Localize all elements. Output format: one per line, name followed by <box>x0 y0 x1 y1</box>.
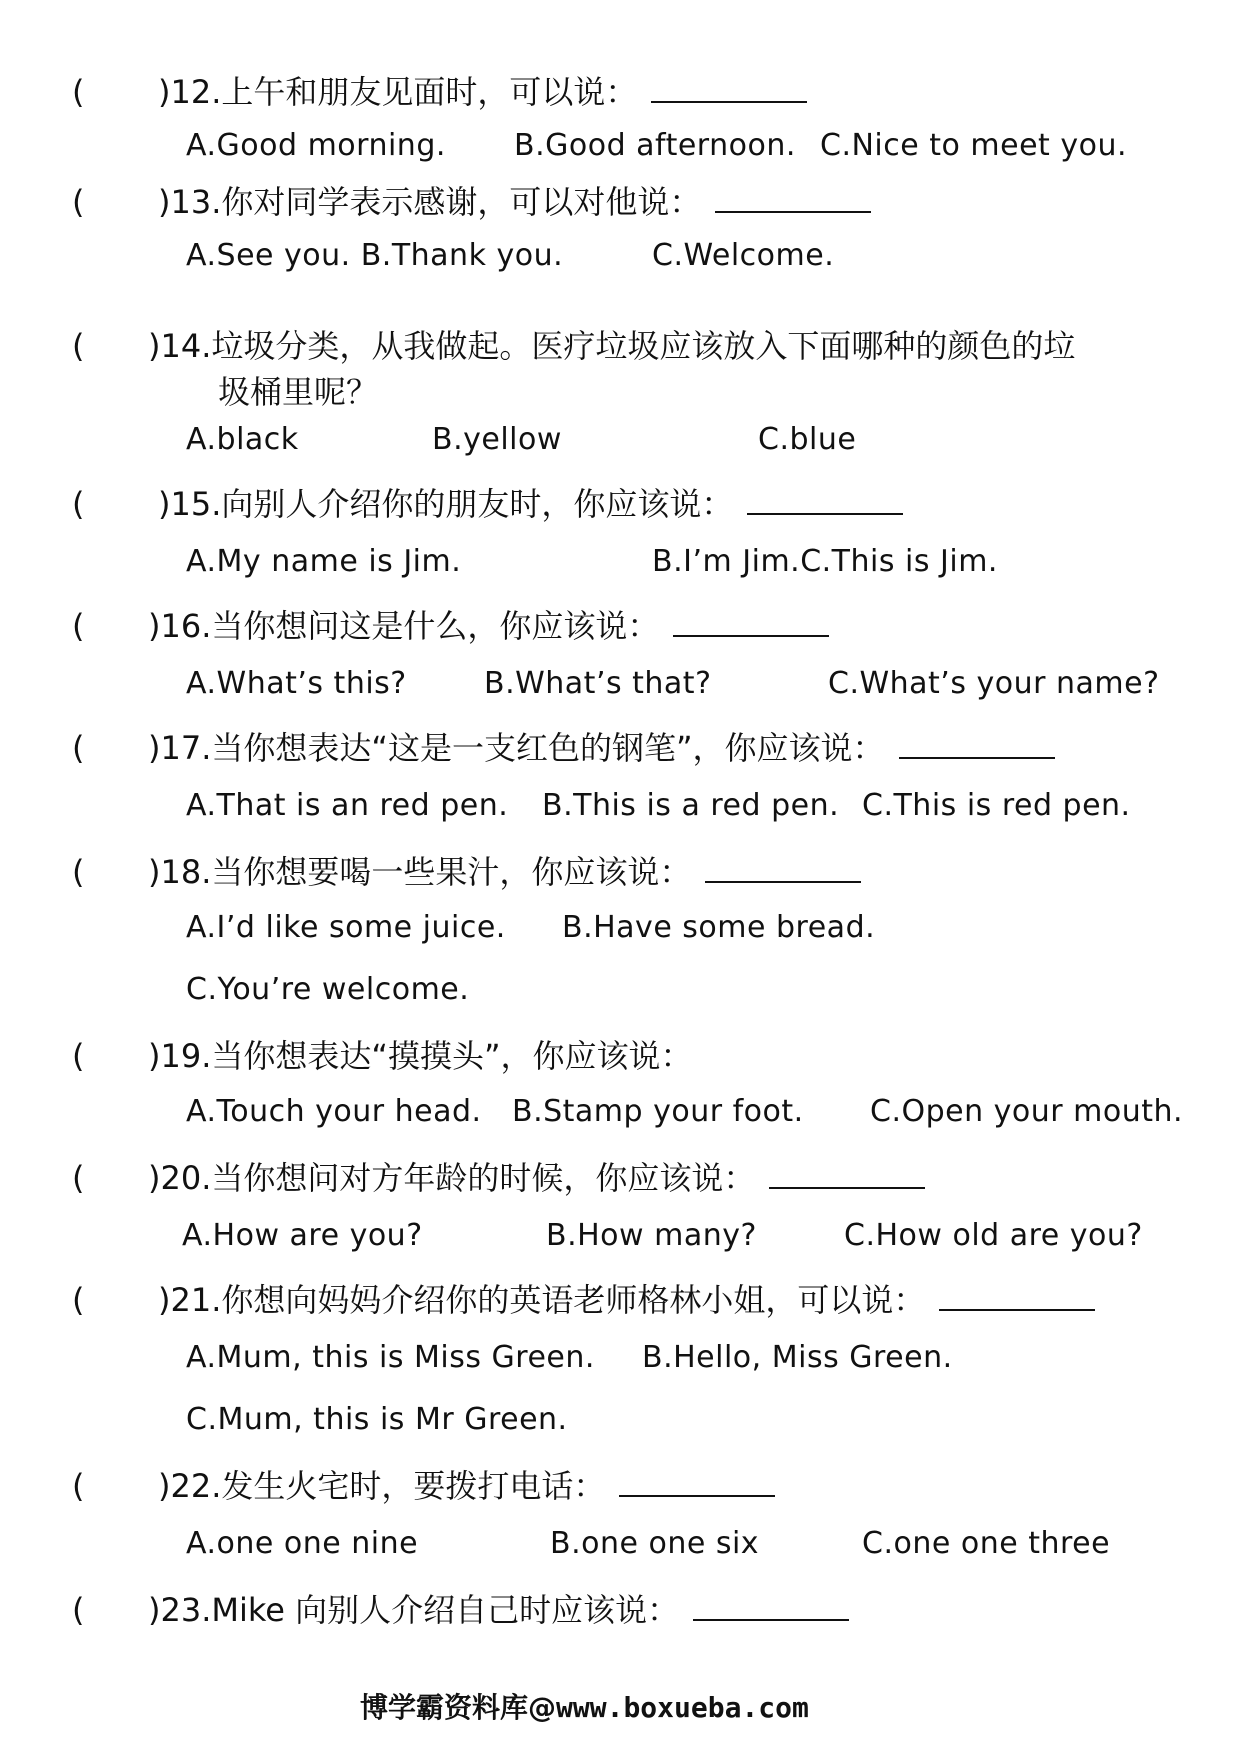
option-c: C.This is red pen. <box>862 788 1131 823</box>
option-b: B.What’s that? <box>484 666 712 701</box>
option-c: C.What’s your name? <box>828 666 1160 701</box>
answer-paren: ( <box>72 1281 85 1319</box>
option-b: B.Hello, Miss Green. <box>642 1340 953 1375</box>
question-text: )13.你对同学表示感谢，可以对他说： <box>158 183 702 221</box>
answer-paren: ( <box>72 1467 85 1505</box>
question-text: )16.当你想问这是什么，你应该说： <box>148 607 660 645</box>
answer-blank[interactable] <box>899 731 1055 759</box>
answer-blank[interactable] <box>693 1593 849 1621</box>
option-bc: B.I’m Jim.C.This is Jim. <box>652 544 998 579</box>
answer-blank[interactable] <box>939 1283 1095 1311</box>
site-url[interactable]: www.boxueba.com <box>556 1691 809 1724</box>
answer-paren: ( <box>72 1591 85 1629</box>
answer-blank[interactable] <box>747 487 903 515</box>
option-b: B.yellow <box>432 422 562 457</box>
question-text: )15.向别人介绍你的朋友时，你应该说： <box>158 485 734 523</box>
option-c: C.blue <box>758 422 857 457</box>
footer-watermark <box>360 1690 920 1726</box>
question-text: )20.当你想问对方年龄的时候，你应该说： <box>148 1159 756 1197</box>
option-a: A.one one nine <box>186 1526 419 1561</box>
option-a: A.I’d like some juice. <box>186 910 506 945</box>
option-c: C.Open your mouth. <box>870 1094 1184 1129</box>
answer-paren: ( <box>72 327 85 365</box>
question-text: )19.当你想表达“摸摸头”，你应该说： <box>148 1037 693 1075</box>
question-text: )18.当你想要喝一些果汁，你应该说： <box>148 853 692 891</box>
question-text: )17.当你想表达“这是一支红色的钢笔”，你应该说： <box>148 729 885 767</box>
question-text: )21.你想向妈妈介绍你的英语老师格林小姐，可以说： <box>158 1281 926 1319</box>
question-text: )14.垃圾分类，从我做起。医疗垃圾应该放入下面哪种的颜色的垃 <box>148 327 1076 365</box>
answer-blank[interactable] <box>705 855 861 883</box>
question-text: )12.上午和朋友见面时，可以说： <box>158 73 638 111</box>
option-c: C.Mum, this is Mr Green. <box>186 1402 568 1437</box>
answer-blank[interactable] <box>769 1161 925 1189</box>
answer-paren: ( <box>72 1037 85 1075</box>
answer-paren: ( <box>72 1159 85 1197</box>
option-b: B.one one six <box>550 1526 760 1561</box>
question-text: )22.发生火宅时，要拨打电话： <box>158 1467 606 1505</box>
at-sign: @ <box>528 1691 557 1724</box>
option-a: A.Mum, this is Miss Green. <box>186 1340 595 1375</box>
option-b: B.Stamp your foot. <box>512 1094 804 1129</box>
answer-blank[interactable] <box>651 75 807 103</box>
option-c: C.Nice to meet you. <box>820 128 1127 163</box>
option-a: A.Good morning. <box>186 128 446 163</box>
answer-paren: ( <box>72 73 85 111</box>
answer-paren: ( <box>72 485 85 523</box>
option-c: C.You’re welcome. <box>186 972 470 1007</box>
option-a: A.How are you? <box>182 1218 423 1253</box>
option-b: B.This is a red pen. <box>542 788 840 823</box>
option-a: A.That is an red pen. <box>186 788 509 823</box>
answer-blank[interactable] <box>715 185 871 213</box>
answer-blank[interactable] <box>619 1469 775 1497</box>
answer-blank[interactable] <box>673 609 829 637</box>
option-ab: A.See you. B.Thank you. <box>186 238 564 273</box>
option-a: A.black <box>186 422 299 457</box>
answer-paren: ( <box>72 183 85 221</box>
option-c: C.one one three <box>862 1526 1111 1561</box>
question-text: )23.Mike 向别人介绍自己时应该说： <box>148 1591 680 1629</box>
option-c: C.How old are you? <box>844 1218 1143 1253</box>
answer-paren: ( <box>72 607 85 645</box>
answer-paren: ( <box>72 729 85 767</box>
option-a: A.What’s this? <box>186 666 407 701</box>
option-a: A.My name is Jim. <box>186 544 462 579</box>
option-b: B.How many? <box>546 1218 757 1253</box>
option-a: A.Touch your head. <box>186 1094 482 1129</box>
option-c: C.Welcome. <box>652 238 835 273</box>
site-name: 博学霸资料库 <box>360 1691 529 1724</box>
question-text-continued: 圾桶里呢？ <box>218 373 379 411</box>
answer-paren: ( <box>72 853 85 891</box>
option-b: B.Good afternoon. <box>514 128 796 163</box>
option-b: B.Have some bread. <box>562 910 876 945</box>
